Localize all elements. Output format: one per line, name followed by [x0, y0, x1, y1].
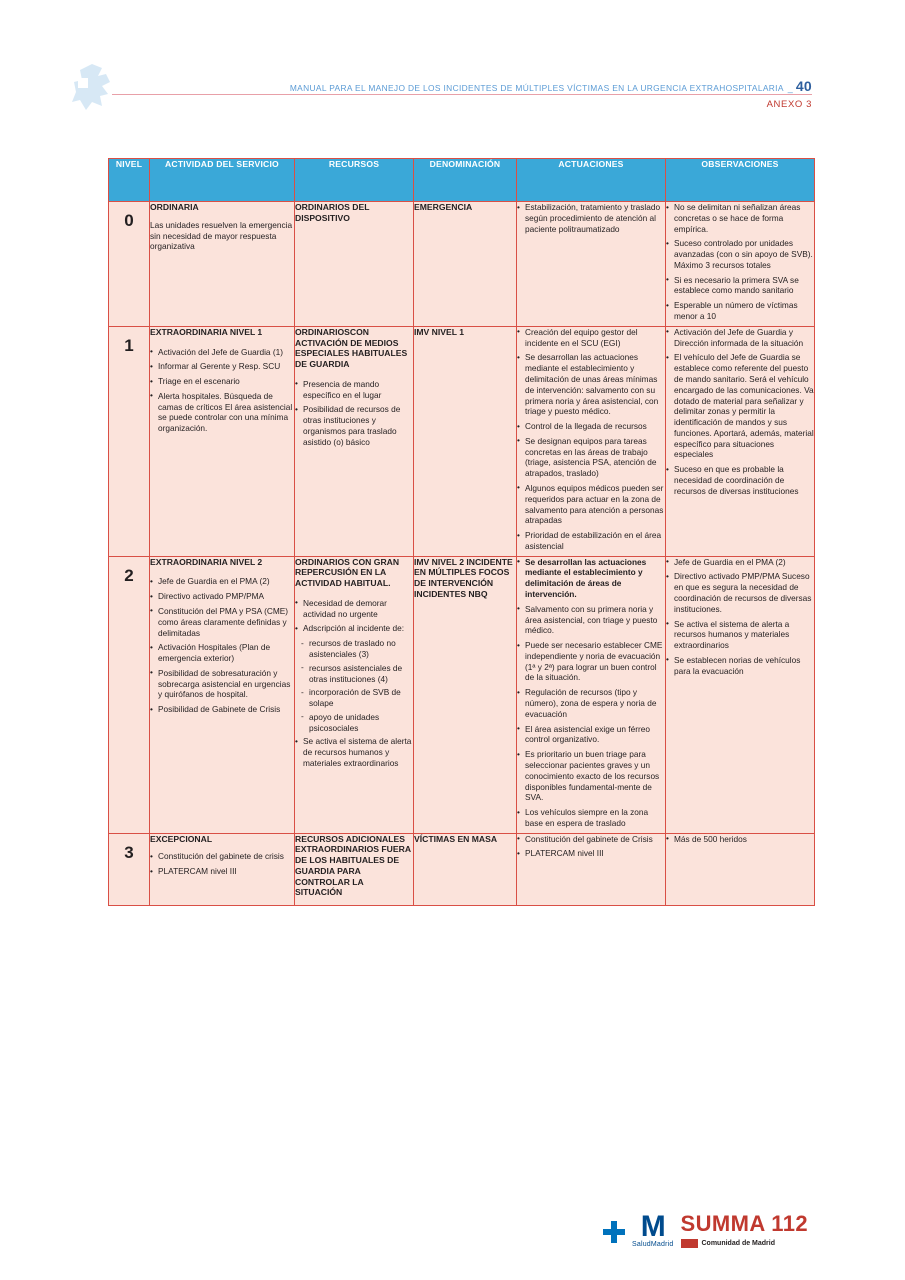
- column-header-actividad: ACTIVIDAD DEL SERVICIO: [150, 159, 295, 202]
- list-item: • Se activa el sistema de alerta de recursos humanos y materiales extraordinarios: [295, 736, 413, 768]
- saludmadrid-logo: [632, 1210, 674, 1248]
- cell-actuaciones: [517, 326, 666, 556]
- cell-observaciones: [666, 326, 815, 556]
- observaciones-list: [666, 327, 814, 497]
- list-item: • Suceso en que es probable la necesidad de coordinación de recursos de diversas instituciones: [666, 464, 814, 496]
- cell-actuaciones: [517, 833, 666, 905]
- actuaciones-list: [517, 327, 665, 552]
- observaciones-list: [666, 202, 814, 322]
- actividad-title: ORDINARIA: [150, 202, 199, 212]
- levels-matrix: [108, 158, 814, 906]
- community-row: [681, 1239, 776, 1248]
- header-title-row: [112, 78, 812, 94]
- list-item: • Esperable un número de víctimas menor a 10: [666, 300, 814, 322]
- list-item: • PLATERCAM nivel III: [150, 866, 294, 877]
- list-item: • Se desarrollan las actuaciones mediante el establecimiento y delimitación de unas áreas mínimas de intervención: salvamento con su primera noria y área asistencial, con triage y puesto médico.: [517, 352, 665, 417]
- column-header-actuaciones: ACTUACIONES: [517, 159, 666, 202]
- list-item: • Los vehículos siempre en la zona base en espera de traslado: [517, 807, 665, 829]
- recursos-title: ORDINARIOSCON ACTIVACIÓN DE MEDIOS ESPECIALES HABITUALES DE GUARDIA: [295, 326, 408, 370]
- list-item: • Constitución del gabinete de Crisis: [517, 834, 665, 845]
- page-number: 40: [795, 78, 812, 94]
- list-item: • No se delimitan ni señalizan áreas concretas o se hace de forma empírica.: [666, 202, 814, 234]
- observaciones-list: [666, 557, 814, 677]
- recursos-list: [295, 598, 413, 634]
- list-item: • Adscripción al incidente de:: [295, 623, 413, 634]
- list-item: - incorporación de SVB de solape: [301, 687, 413, 709]
- recursos-title: ORDINARIOS CON GRAN REPERCUSIÓN EN LA ACTIVIDAD HABITUAL.: [295, 556, 400, 589]
- denominacion-title: VÍCTIMAS EN MASA: [414, 833, 498, 844]
- list-item: • Posibilidad de Gabinete de Crisis: [150, 704, 294, 715]
- list-item: • Estabilización, tratamiento y traslado según procedimiento de atención al paciente politraumatizado: [517, 202, 665, 234]
- table-row: [109, 833, 815, 905]
- list-item: • Creación del equipo gestor del incidente en el SCU (EGI): [517, 327, 665, 349]
- brand-letter: M: [640, 1210, 665, 1243]
- medical-cross-icon: [603, 1221, 625, 1243]
- list-item: • El vehículo del Jefe de Guardia se establece como referente del puesto de mando sanitario. Será el vehículo encargado de las comunicaciones. Va dotado de material para señalizar y delimitar zonas y permitir la identificación de mandos y sus funciones. Aportará, además, material específico para situaciones especiales: [666, 352, 814, 460]
- list-item: • Jefe de Guardia en el PMA (2): [666, 557, 814, 568]
- section-label: ANEXO 3: [766, 99, 812, 110]
- denominacion-title: IMV NIVEL 2 INCIDENTE EN MÚLTIPLES FOCOS DE INTERVENCIÓN INCIDENTES NBQ: [414, 556, 513, 599]
- recursos-list-after: [295, 736, 413, 768]
- list-item: • Se establecen norias de vehículos para la evacuación: [666, 655, 814, 677]
- list-item: - recursos asistenciales de otras instituciones (4): [301, 663, 413, 685]
- table-head: [109, 159, 815, 202]
- list-item: • Activación Hospitales (Plan de emergencia exterior): [150, 642, 294, 664]
- cell-recursos: [295, 556, 414, 833]
- denominacion-title: EMERGENCIA: [414, 202, 473, 212]
- list-item: • Salvamento con su primera noria y área asistencial, con triage y puesto médico.: [517, 604, 665, 636]
- list-item: • Más de 500 heridos: [666, 834, 814, 845]
- recursos-title: ORDINARIOS DEL DISPOSITIVO: [295, 202, 370, 223]
- cell-denominacion: [414, 326, 517, 556]
- page-footer: [0, 1208, 905, 1248]
- actuaciones-list: [517, 557, 665, 829]
- madrid-flag-icon: [681, 1239, 698, 1248]
- actividad-list: [150, 576, 294, 715]
- list-item: • Se desarrollan las actuaciones mediante el establecimiento y delimitación de áreas de intervención.: [517, 557, 665, 600]
- community-label: Comunidad de Madrid: [701, 1240, 775, 1247]
- table-body: [109, 202, 815, 906]
- list-item: - apoyo de unidades psicosociales: [301, 712, 413, 734]
- cell-level: 3: [109, 833, 150, 905]
- cell-actividad: [150, 202, 295, 327]
- cell-actividad: [150, 833, 295, 905]
- list-item: • Regulación de recursos (tipo y número), zona de espera y noria de evacuación: [517, 687, 665, 719]
- cell-actuaciones: [517, 556, 666, 833]
- cell-observaciones: [666, 833, 815, 905]
- list-item: • Se activa el sistema de alerta a recursos humanos y materiales extraordinarios: [666, 619, 814, 651]
- actividad-title: EXCEPCIONAL: [150, 833, 213, 844]
- actividad-list: [150, 347, 294, 434]
- list-item: • Posibilidad de sobresaturación y sobrecarga asistencial en urgencias y quirófanos de hospital.: [150, 668, 294, 700]
- list-item: • Si es necesario la primera SVA se establece como mando sanitario: [666, 275, 814, 297]
- list-item: - recursos de traslado no asistenciales (3): [301, 638, 413, 660]
- cell-level: 1: [109, 326, 150, 556]
- list-item: • Jefe de Guardia en el PMA (2): [150, 576, 294, 587]
- list-item: • Directivo activado PMP/PMA Suceso en que es segura la necesidad de coordinación de recursos de diversas instituciones.: [666, 571, 814, 614]
- cell-actividad: [150, 326, 295, 556]
- column-header-nivel: NIVEL: [109, 159, 150, 202]
- header-dash: _: [787, 83, 793, 93]
- actividad-list: [150, 851, 294, 877]
- actuaciones-list: [517, 834, 665, 860]
- cell-level: 2: [109, 556, 150, 833]
- recursos-list: [295, 379, 413, 448]
- recursos-title: RECURSOS ADICIONALES EXTRAORDINARIOS FUERA DE LOS HABITUALES DE GUARDIA PARA CONTROLAR LA SITUACIÓN: [295, 833, 411, 898]
- cell-denominacion: [414, 833, 517, 905]
- incident-levels-table: [108, 158, 815, 906]
- table-row: [109, 326, 815, 556]
- list-item: • Constitución del PMA y PSA (CME) como áreas claramente definidas y delimitadas: [150, 606, 294, 638]
- list-item: • Prioridad de estabilización en el área asistencial: [517, 530, 665, 552]
- table-row: [109, 202, 815, 327]
- cell-actividad: [150, 556, 295, 833]
- cell-recursos: [295, 326, 414, 556]
- observaciones-list: [666, 834, 814, 845]
- denominacion-title: IMV NIVEL 1: [414, 326, 464, 337]
- actividad-title: EXTRAORDINARIA NIVEL 1: [150, 326, 263, 337]
- cell-denominacion: [414, 556, 517, 833]
- brand-sub: SaludMadrid: [632, 1241, 674, 1248]
- list-item: • Control de la llegada de recursos: [517, 421, 665, 432]
- table-row: [109, 556, 815, 833]
- cell-recursos: [295, 833, 414, 905]
- list-item: • Presencia de mando específico en el lugar: [295, 379, 413, 401]
- page-header: [0, 0, 905, 130]
- list-item: • Activación del Jefe de Guardia (1): [150, 347, 294, 358]
- list-item: • Alerta hospitales. Búsqueda de camas de críticos El área asistencial se puede controlar con una mínima organización.: [150, 391, 294, 434]
- list-item: • Puede ser necesario establecer CME independiente y noria de evacuación (1ª y 2ª) para lograr un buen control de la situación.: [517, 640, 665, 683]
- list-item: • Necesidad de demorar actividad no urgente: [295, 598, 413, 620]
- list-item: • Suceso controlado por unidades avanzadas (con o sin apoyo de SVB). Máximo 3 recursos totales: [666, 238, 814, 270]
- header-divider: [112, 94, 812, 95]
- column-header-observaciones: OBSERVACIONES: [666, 159, 815, 202]
- list-item: • Posibilidad de recursos de otras instituciones y organismos para traslado asistido (o) básico: [295, 404, 413, 447]
- table-header-row: [109, 159, 815, 202]
- list-item: • Constitución del gabinete de crisis: [150, 851, 294, 862]
- list-item: • Algunos equipos médicos pueden ser requeridos para actuar en la zona de salvamento para atención a personas atrapadas: [517, 483, 665, 526]
- list-item: • Directivo activado PMP/PMA: [150, 591, 294, 602]
- column-header-denominacion: DENOMINACIÓN: [414, 159, 517, 202]
- document-title: MANUAL PARA EL MANEJO DE LOS INCIDENTES DE MÚLTIPLES VÍCTIMAS EN LA URGENCIA EXTRAHOSPITALARIA: [289, 83, 784, 93]
- list-item: • PLATERCAM nivel III: [517, 848, 665, 859]
- summa-block: [681, 1213, 809, 1248]
- list-item: • Es prioritario un buen triage para seleccionar pacientes graves y un conocimiento exacto de los recursos disponibles fundamental-mente de SVA.: [517, 749, 665, 803]
- list-item: • El área asistencial exige un férreo control organizativo.: [517, 724, 665, 746]
- actividad-title: EXTRAORDINARIA NIVEL 2: [150, 556, 263, 567]
- footer-logo-group: [603, 1210, 808, 1248]
- column-header-recursos: RECURSOS: [295, 159, 414, 202]
- list-item: • Activación del Jefe de Guardia y Dirección informada de la situación: [666, 327, 814, 349]
- recursos-sublist: [301, 638, 413, 733]
- list-item: • Triage en el escenario: [150, 376, 294, 387]
- brand-name: SUMMA 112: [680, 1211, 808, 1236]
- list-item: • Informar al Gerente y Resp. SCU: [150, 361, 294, 372]
- list-item: • Se designan equipos para tareas concretas en las áreas de trabajo (triage, asistencia PSA, atención de atrapados, traslado): [517, 436, 665, 479]
- actividad-paragraph: Las unidades resuelven la emergencia sin necesidad de mayor respuesta organizativa: [150, 219, 293, 252]
- cell-observaciones: [666, 556, 815, 833]
- cell-denominacion: [414, 202, 517, 327]
- cell-recursos: [295, 202, 414, 327]
- cell-actuaciones: [517, 202, 666, 327]
- cell-observaciones: [666, 202, 815, 327]
- actuaciones-list: [517, 202, 665, 234]
- cell-level: 0: [109, 202, 150, 327]
